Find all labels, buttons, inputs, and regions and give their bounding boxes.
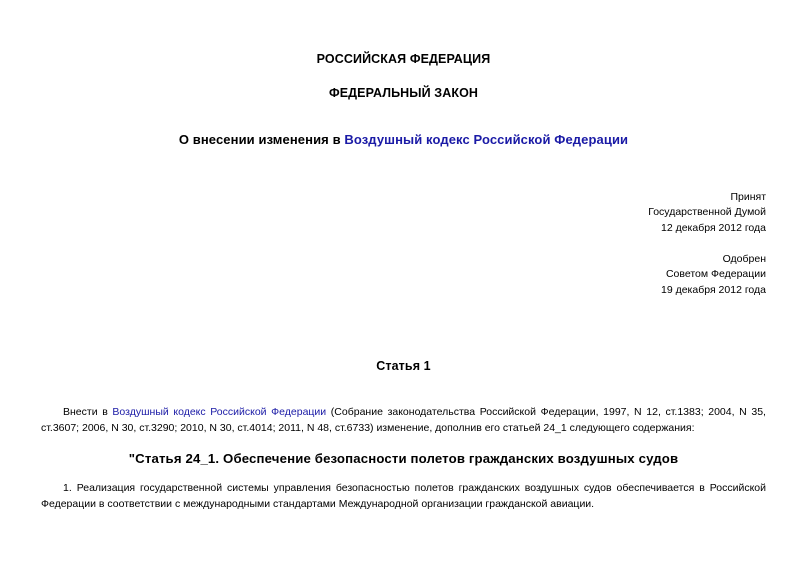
adoption-block-duma — [506, 190, 766, 236]
law-title-prefix: О внесении изменения в — [178, 132, 345, 147]
approved-by: Советом Федерации — [665, 268, 766, 281]
adopted-date: 12 декабря 2012 года — [660, 221, 766, 234]
article-1-intro-prefix: Внести в — [63, 406, 113, 418]
article-1-paragraph — [41, 404, 766, 436]
law-title — [0, 132, 807, 147]
adopted-by: Государственной Думой — [648, 206, 766, 219]
adopted-label: Принят — [730, 191, 766, 203]
article-1-intro-suffix: (Собрание законодательства Российской Федерации, 1997, N 12, ст.1383; 2004, N 35, ст.3607; 2006, N 30, ст.3290; 2010, N 30, ст.4014; 2011, N 48, ст.6733) изменение, дополнив его статьей 24_1 следующего содержания: — [41, 406, 766, 434]
air-code-title-link[interactable]: Воздушный кодекс Российской Федерации — [344, 132, 629, 147]
article-24-1-point-1: 1. Реализация государственной системы управления безопасностью полетов гражданских воздушных судов обеспечивается в Российской Федерации в соответствии с международными стандартами Международной организации гражданской авиации. — [41, 482, 766, 510]
country-heading: РОССИЙСКАЯ ФЕДЕРАЦИЯ — [316, 52, 491, 66]
law-type-heading: ФЕДЕРАЛЬНЫЙ ЗАКОН — [328, 86, 479, 100]
adoption-block-federation-council — [506, 252, 766, 298]
approved-date: 19 декабря 2012 года — [660, 283, 766, 296]
article-1-heading: Статья 1 — [376, 359, 431, 373]
article-24-1-heading: "Статья 24_1. Обеспечение безопасности полетов гражданских воздушных судов — [128, 451, 679, 466]
air-code-inline-link[interactable]: Воздушный кодекс Российской Федерации — [112, 406, 327, 418]
approved-label: Одобрен — [722, 253, 766, 265]
